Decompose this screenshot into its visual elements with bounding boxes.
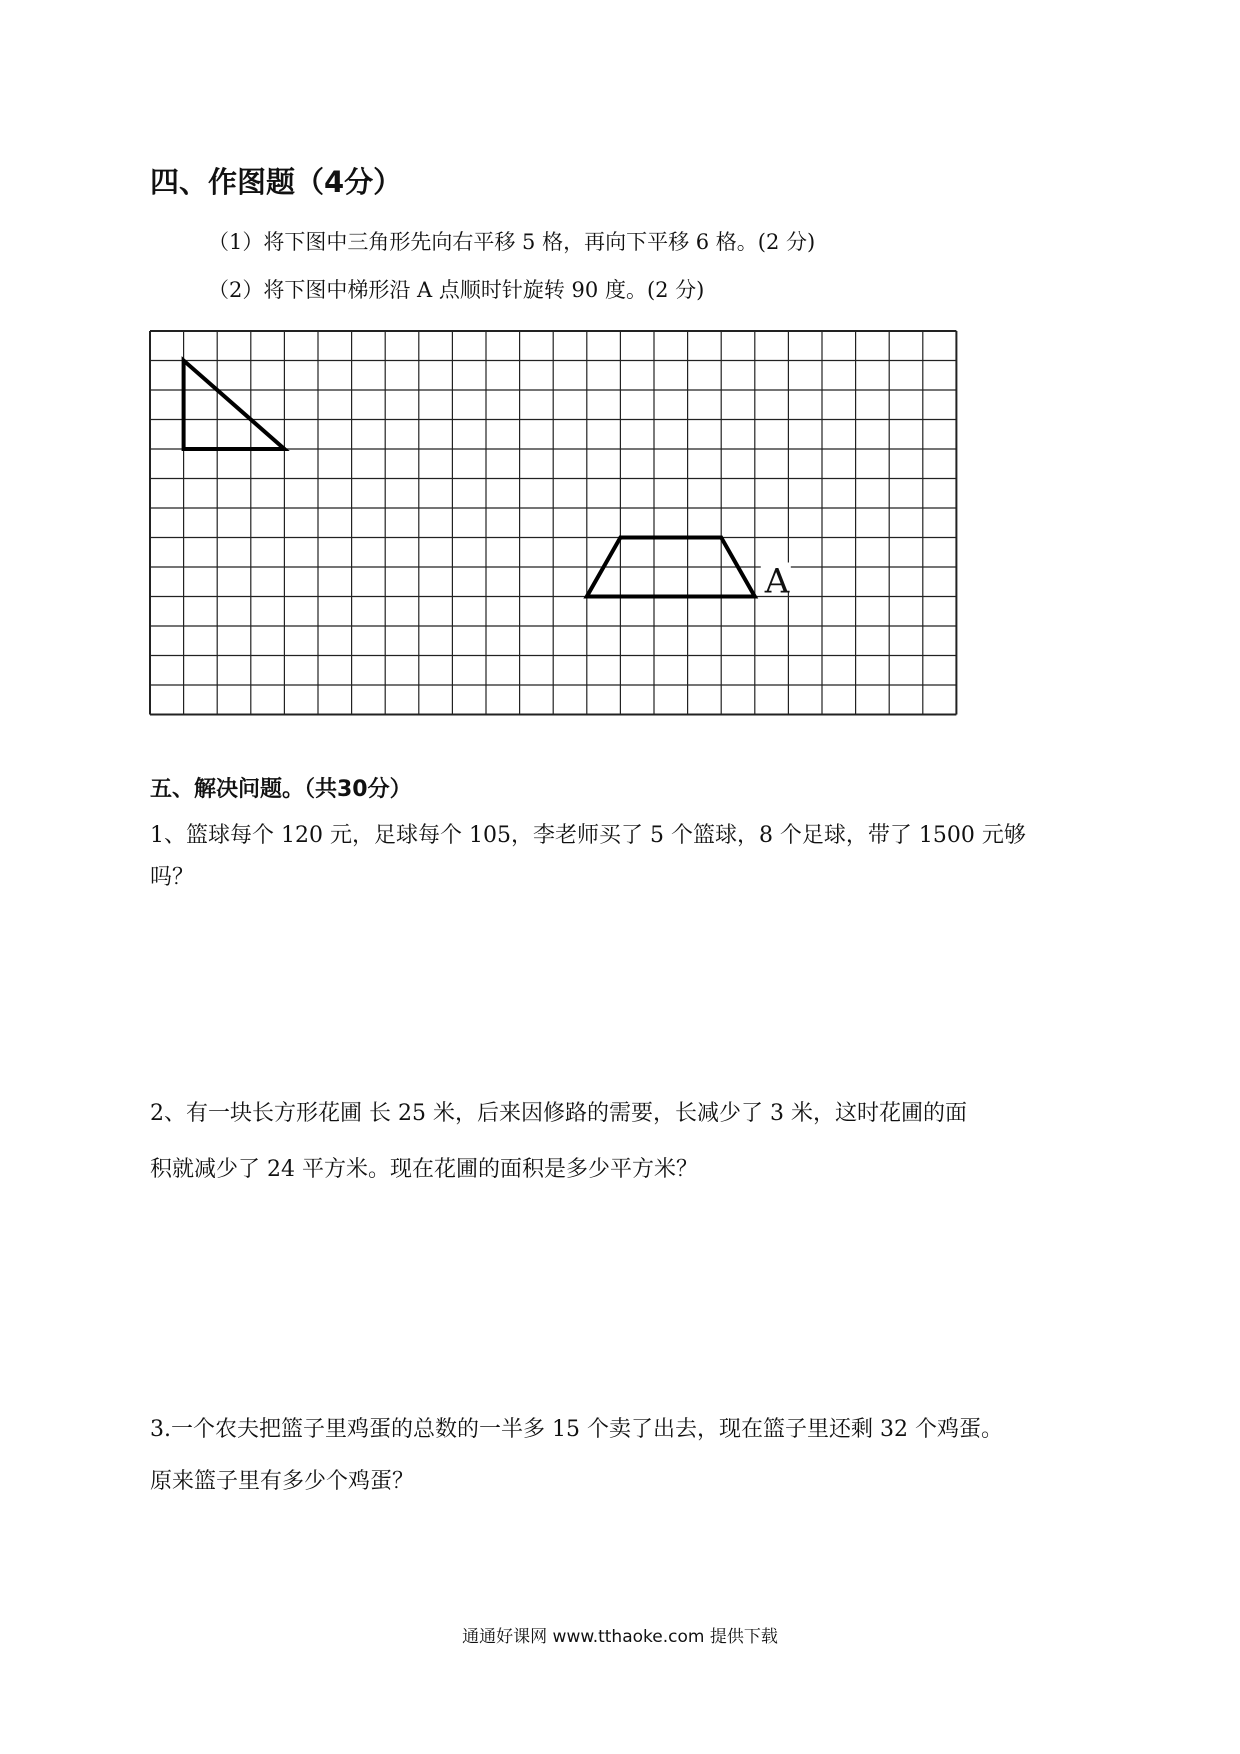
problem-2-line-1: 2、有一块长方形花圃 长 25 米，后来因修路的需要，长减少了 3 米，这时花圃的面 xyxy=(150,1101,967,1126)
section-5-title: 五、解决问题。（共30分） xyxy=(150,777,412,802)
problem-1-line-2: 吗？ xyxy=(150,865,195,890)
problem-3-line-2: 原来篮子里有多少个鸡蛋？ xyxy=(150,1469,415,1494)
problem-3-line-1: 3.一个农夫把篮子里鸡蛋的总数的一半多 15 个卖了出去，现在篮子里还剩 32 个鸡蛋。 xyxy=(150,1417,1003,1442)
grid-lines xyxy=(150,331,956,715)
section-4-title: 四、作图题（4分） xyxy=(150,165,403,199)
problem-1-line-1: 1、篮球每个 120 元，足球每个 105，李老师买了 5 个篮球，8 个足球，带了 1500 元够 xyxy=(150,823,1026,848)
instruction-1: （1）将下图中三角形先向右平移 5 格，再向下平移 6 格。(2 分) xyxy=(208,230,816,254)
drawing-grid xyxy=(148,329,960,719)
problem-2-line-2: 积就减少了 24 平方米。现在花圃的面积是多少平方米？ xyxy=(150,1157,698,1182)
instruction-2: （2）将下图中梯形沿 A 点顺时针旋转 90 度。(2 分) xyxy=(208,278,705,302)
point-a-label: A xyxy=(764,561,790,602)
triangle-shape xyxy=(184,361,285,450)
footer-credit: 通通好课网 www.tthaoke.com 提供下载 xyxy=(462,1627,778,1647)
